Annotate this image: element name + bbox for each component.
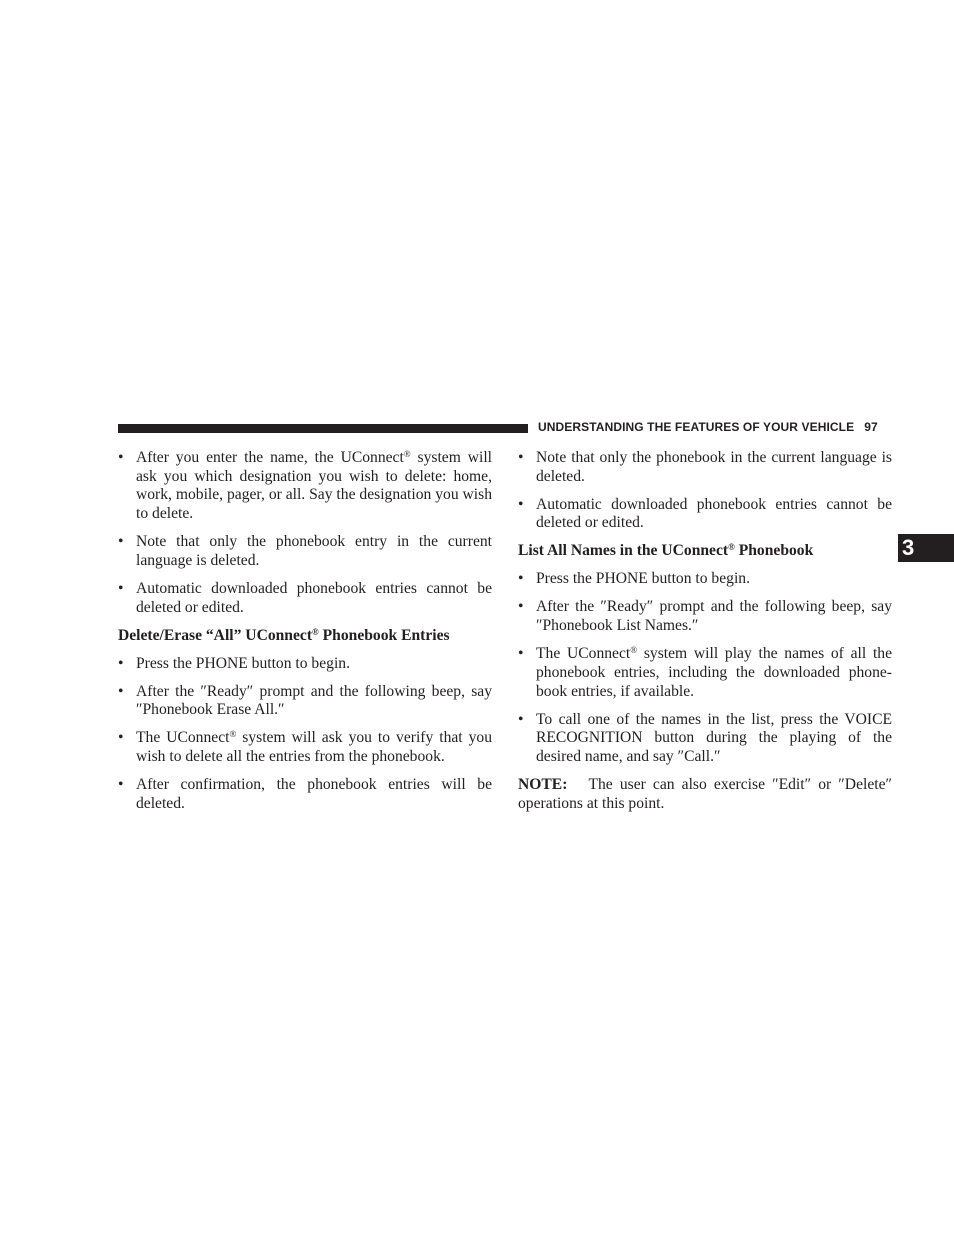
list-item: • After you enter the name, the UConnect® system will ask you which designation you wish to delete: home, work, mobile, pager, or all. Say the designation you wish to delete. xyxy=(118,449,492,523)
list-item: • To call one of the names in the list, press the VOICE RECOGNITION button during the playing of the desired name, and say ″Call.″ xyxy=(518,710,892,765)
list-item: • Automatic downloaded phonebook entries cannot be deleted or edited. xyxy=(118,579,492,616)
left-column xyxy=(118,449,492,823)
list-item: • After the ″Ready″ prompt and the following beep, say ″Phonebook List Names.″ xyxy=(518,598,892,635)
bullet-icon: • xyxy=(518,570,524,588)
bullet-list xyxy=(518,570,892,766)
list-item: • Note that only the phonebook in the current language is deleted. xyxy=(518,449,892,485)
list-item: • Press the PHONE button to begin. xyxy=(518,570,750,588)
section-title: UNDERSTANDING THE FEATURES OF YOUR VEHICLE xyxy=(538,420,855,434)
list-item: • After confirmation, the phonebook entries will be deleted. xyxy=(118,775,492,812)
note-label: NOTE: xyxy=(518,775,568,793)
bullet-icon: • xyxy=(118,579,124,597)
note-text: The user can also exercise ″Edit″ or ″Delete″ operations at this point. xyxy=(518,775,892,812)
list-item: • After the ″Ready″ prompt and the following beep, say ″Phonebook Erase All.″ xyxy=(118,682,492,719)
chapter-tab: 3 xyxy=(898,534,954,562)
registered-mark: ® xyxy=(312,626,319,637)
list-item: • Press the PHONE button to begin. xyxy=(118,654,350,672)
bullet-icon: • xyxy=(118,729,124,747)
page-number: 97 xyxy=(864,420,878,434)
registered-mark: ® xyxy=(630,645,638,656)
bullet-icon: • xyxy=(518,495,524,513)
right-column xyxy=(518,449,892,813)
bullet-list xyxy=(118,655,492,814)
bullet-icon: • xyxy=(518,710,524,728)
list-item: • Automatic downloaded phonebook entries cannot be deleted or edited. xyxy=(518,495,892,532)
section-heading: List All Names in the UConnect® Phonebook xyxy=(518,542,814,560)
registered-mark: ® xyxy=(403,449,411,459)
list-item: • Note that only the phonebook entry in the current language is deleted. xyxy=(118,533,492,569)
registered-mark: ® xyxy=(728,542,735,553)
list-item: • The UConnect® system will play the names of all the phonebook entries, including the downloaded phone-book entries, if available. xyxy=(518,645,893,700)
bullet-list xyxy=(518,449,892,533)
header-rule xyxy=(118,424,528,433)
bullet-icon: • xyxy=(118,682,124,700)
bullet-icon: • xyxy=(118,654,124,672)
list-item: • The UConnect® system will ask you to verify that you wish to delete all the entries from the phonebook. xyxy=(118,729,492,765)
bullet-icon: • xyxy=(518,449,524,466)
registered-mark: ® xyxy=(229,729,237,740)
bullet-icon: • xyxy=(118,533,124,551)
bullet-icon: • xyxy=(518,598,524,616)
running-header xyxy=(538,420,898,434)
bullet-icon: • xyxy=(518,645,524,663)
bullet-list xyxy=(118,449,492,617)
note-paragraph xyxy=(518,776,892,813)
bullet-icon: • xyxy=(118,775,124,793)
section-heading: Delete/Erase “All” UConnect® Phonebook Entries xyxy=(118,626,450,644)
bullet-icon: • xyxy=(118,449,124,466)
